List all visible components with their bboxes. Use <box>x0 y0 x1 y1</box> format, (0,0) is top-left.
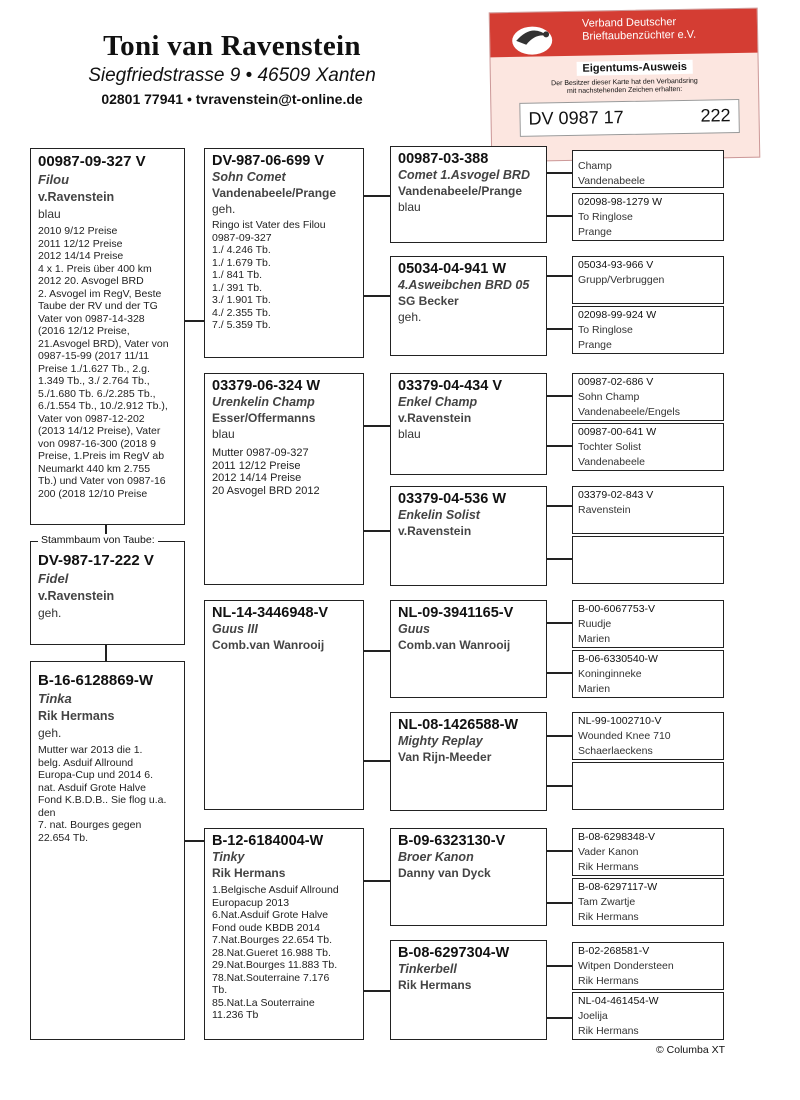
connector <box>105 645 107 661</box>
card-title: Eigentums-Ausweis <box>577 60 693 76</box>
connector <box>546 622 572 624</box>
performance-notes: 2010 9/12 Preise 2011 12/12 Preise 2012 14/14 Preise 4 x 1. Preis über 400 km 2012 20. Asvogel BRD 2. Asvogel im RegV, Beste Taube der RV und der TG Vater von 0987-14-328 (2016 12/12 Preise, 21.Asvogel BRD), Vater von 0987-15-99 (2017 11/11 Preise 1./1.627 Tb., 2.g. 1.349 Tb., 3./ 2.764 Tb., 5./1.680 Tb. 6./2.285 Tb., 6./1.554 Tb., 10./2.912 Tb.), Vater von 0987-12-202 (2013 14/12 Preise), Vater von 0987-16-300 (2018 9 Preise, 1.Preis im RegV ab Neumarkt 440 km 2.755 Tb.) und Vater von 0987-16 200 (2018 12/10 Preise <box>38 225 169 500</box>
connector <box>546 1017 572 1019</box>
pedigree-card-fmmb <box>572 536 724 584</box>
breeder: Vandenabeele/Prange <box>212 186 337 200</box>
pedigree-card-ffma: 05034-93-966 V Grupp/Verbruggen <box>572 256 724 304</box>
connector <box>546 965 572 967</box>
pedigree-card-mffb: B-06-6330540-W Koninginneke Marien <box>572 650 724 698</box>
pigeon-name: Mighty Replay <box>398 734 483 748</box>
performance-notes: Mutter 0987-09-327 2011 12/12 Preise 2012 14/14 Preise 20 Asvogel BRD 2012 <box>212 447 320 497</box>
pedigree-card-father <box>30 148 185 525</box>
connector <box>546 395 572 397</box>
feather-color: blau <box>398 427 421 441</box>
feather-color: blau <box>398 200 421 214</box>
breeder: v.Ravenstein <box>398 411 472 425</box>
ring-number: NL-14-3446948-V <box>212 605 329 621</box>
ring-number: 00987-03-388 <box>398 151 489 167</box>
pigeon-name: Enkelin Solist <box>398 508 480 522</box>
ring-number: DV-987-06-699 V <box>212 153 325 169</box>
pigeon-name: Fidel <box>38 571 69 586</box>
breeder: v.Ravenstein <box>398 524 472 538</box>
pedigree-card-fmma: 03379-02-843 V Ravenstein <box>572 486 724 534</box>
ring-number: B-09-6323130-V <box>398 833 506 849</box>
pedigree-card-mfma: NL-99-1002710-V Wounded Knee 710 Schaerlaeckens <box>572 712 724 760</box>
ring-number: B-12-6184004-W <box>212 833 324 849</box>
pedigree-card-mmmb: NL-04-461454-W Joelija Rik Hermans <box>572 992 724 1040</box>
ring-number: 03379-06-324 W <box>212 378 321 394</box>
pigeon-name: Sohn Comet <box>212 170 286 184</box>
pedigree-card-mmf <box>390 828 547 926</box>
performance-notes: Ringo ist Vater des Filou 0987-09-327 1./ 4.246 Tb. 1./ 1.679 Tb. 1./ 841 Tb. 1./ 391 Tb. 3./ 1.901 Tb. 4./ 2.355 Tb. 7./ 5.359 Tb. <box>212 219 326 331</box>
pedigree-label: Stammbaum von Taube: <box>38 534 158 546</box>
pigeon-name: Tinky <box>212 850 245 864</box>
pedigree-card-mmfb: B-08-6297117-W Tam Zwartje Rik Hermans <box>572 878 724 926</box>
ring-number: 03379-04-434 V <box>398 378 502 394</box>
pigeon-name: Filou <box>38 172 70 187</box>
pigeon-name: Tinkerbell <box>398 962 457 976</box>
connector <box>546 275 572 277</box>
breeder: Esser/Offermanns <box>212 411 316 425</box>
card-text: Der Besitzer dieser Karte hat den Verbandsring mit nachstehenden Zeichen erhalten: <box>551 77 698 96</box>
pedigree-card-mf <box>204 600 364 810</box>
pigeon-name: Guus III <box>212 622 258 636</box>
breeder: Danny van Dyck <box>398 866 491 880</box>
breeder-address: Siegfriedstrasse 9 • 46509 Xanten <box>88 65 376 86</box>
connector <box>184 840 204 842</box>
breeder: Rik Hermans <box>398 978 472 992</box>
pigeon-name: 4.Asweibchen BRD 05 <box>398 278 530 292</box>
breeder-name: Toni van Ravenstein <box>103 30 361 62</box>
pedigree-card-mother <box>30 661 185 1040</box>
pedigree-card-mff <box>390 600 547 698</box>
feather-color: blau <box>212 427 235 441</box>
breeder: v.Ravenstein <box>38 190 115 204</box>
ring-number: NL-08-1426588-W <box>398 717 519 733</box>
pedigree-card-ffm <box>390 256 547 356</box>
breeder: Rik Hermans <box>212 866 286 880</box>
connector <box>546 172 572 174</box>
connector <box>546 902 572 904</box>
connector <box>363 880 390 882</box>
feather-color: geh. <box>38 606 62 620</box>
pedigree-card-mmma: B-02-268581-V Witpen Dondersteen Rik Hermans <box>572 942 724 990</box>
performance-notes: 1.Belgische Asduif Allround Europacup 2013 6.Nat.Asduif Grote Halve Fond oude KBDB 2014 7.Nat.Bourges 22.654 Tb. 28.Nat.Gueret 16.988 Tb. 29.Nat.Bourges 11.883 Tb. 78.Nat.Souterraine 7.176 Tb. 85.Nat.La Souterraine 11.236 Tb <box>212 884 339 1021</box>
connector <box>546 785 572 787</box>
pedigree-card-ffmb: 02098-99-924 W To Ringlose Prange <box>572 306 724 354</box>
breeder: Van Rijn-Meeder <box>398 750 492 764</box>
pigeon-name: Broer Kanon <box>398 850 474 864</box>
card-fields <box>519 99 740 137</box>
connector <box>546 672 572 674</box>
connector <box>546 735 572 737</box>
ownership-card <box>489 8 761 163</box>
breeder: Comb.van Wanrooij <box>212 638 325 652</box>
card-code: DV 0987 17 <box>528 107 624 129</box>
connector <box>363 530 390 532</box>
connector <box>546 850 572 852</box>
connector <box>363 295 390 297</box>
pigeon-logo-icon <box>502 18 563 59</box>
breeder: Rik Hermans <box>38 709 115 723</box>
pigeon-name: Urenkelin Champ <box>212 395 315 409</box>
pedigree-card-fmm <box>390 486 547 586</box>
pigeon-name: Tinka <box>38 691 72 706</box>
breeder: SG Becker <box>398 294 459 308</box>
pedigree-card-fffa: Champ Vandenabeele <box>572 150 724 188</box>
pedigree-card-mfm <box>390 712 547 811</box>
feather-color: geh. <box>38 726 62 740</box>
feather-color: geh. <box>212 202 236 216</box>
card-organisation: Verband Deutscher Brieftaubenzüchter e.V. <box>581 16 697 43</box>
ring-number: B-16-6128869-W <box>38 672 154 689</box>
pigeon-name: Enkel Champ <box>398 395 478 409</box>
pedigree-card-fmf <box>390 373 547 475</box>
connector <box>363 650 390 652</box>
connector <box>363 425 390 427</box>
pedigree-card-mm <box>204 828 364 1040</box>
connector <box>363 195 390 197</box>
breeder: Vandenabeele/Prange <box>398 184 523 198</box>
connector <box>363 760 390 762</box>
pedigree-card-fff <box>390 146 547 243</box>
footer-copyright: © Columba XT <box>656 1044 726 1056</box>
breeder: Comb.van Wanrooij <box>398 638 511 652</box>
connector <box>546 215 572 217</box>
card-number: 222 <box>700 105 731 126</box>
pedigree-card-ff <box>204 148 364 358</box>
ring-number: 00987-09-327 V <box>38 153 146 170</box>
pigeon-name: Comet 1.Asvogel BRD <box>398 168 530 182</box>
connector <box>546 328 572 330</box>
pedigree-card-fm <box>204 373 364 585</box>
feather-color: geh. <box>398 310 422 324</box>
pedigree-card-fmfb: 00987-00-641 W Tochter Solist Vandenabeele <box>572 423 724 471</box>
pedigree-card-mmm <box>390 940 547 1040</box>
pedigree-card-mffa: B-00-6067753-V Ruudje Marien <box>572 600 724 648</box>
connector <box>184 320 204 322</box>
pedigree-card-pigeon <box>30 541 185 645</box>
breeder-contact: 02801 77941 • tvravenstein@t-online.de <box>101 91 363 107</box>
performance-notes: Mutter war 2013 die 1. belg. Asduif Allround Europa-Cup und 2014 6. nat. Asduif Grote Halve Fond K.B.D.B.. Sie flog u.a. den 7. nat. Bourges gegen 22.654 Tb. <box>38 744 167 844</box>
ring-number: 03379-04-536 W <box>398 491 507 507</box>
breeder: v.Ravenstein <box>38 589 115 603</box>
connector <box>363 990 390 992</box>
connector <box>546 558 572 560</box>
connector <box>546 445 572 447</box>
ring-number: 05034-04-941 W <box>398 261 507 277</box>
feather-color: blau <box>38 207 61 221</box>
pedigree-card-fmfa: 00987-02-686 V Sohn Champ Vandenabeele/Engels <box>572 373 724 421</box>
pedigree-card-fffb: 02098-98-1279 W To Ringlose Prange <box>572 193 724 241</box>
pedigree-card-mmfa: B-08-6298348-V Vader Kanon Rik Hermans <box>572 828 724 876</box>
connector <box>546 505 572 507</box>
pigeon-name: Guus <box>398 622 430 636</box>
pedigree-card-mfmb <box>572 762 724 810</box>
ring-number: DV-987-17-222 V <box>38 552 154 569</box>
ring-number: NL-09-3941165-V <box>398 605 514 621</box>
ring-number: B-08-6297304-W <box>398 945 510 961</box>
breeder-header <box>52 30 412 107</box>
